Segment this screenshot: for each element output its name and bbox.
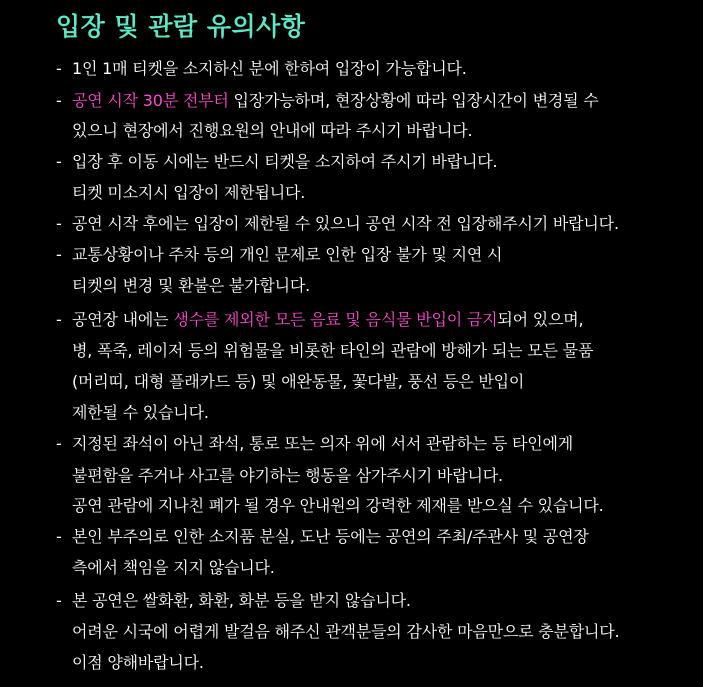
notice-item (56, 58, 467, 80)
notice-item (56, 433, 573, 455)
notice-text: 병, 폭죽, 레이저 등의 위험물을 비롯한 타인의 관람에 방해가 되는 모든 물품 (72, 341, 594, 360)
bullet-dash: - (56, 91, 62, 110)
notice-text: 입장가능하며, 현장상황에 따라 입장시간이 변경될 수 (228, 91, 599, 110)
notice-item-continuation (72, 557, 275, 579)
notice-text: 티켓의 변경 및 환불은 불가합니다. (72, 276, 311, 295)
bullet-dash: - (56, 245, 62, 264)
bullet-dash: - (56, 591, 62, 610)
notice-text: 본 공연은 쌀화환, 화환, 화분 등을 받지 않습니다. (72, 591, 411, 610)
highlighted-text: 공연 시작 30분 전부터 (72, 91, 229, 110)
notice-item (56, 90, 599, 112)
notice-item-continuation (72, 621, 619, 643)
bullet-dash: - (56, 214, 62, 233)
highlighted-text: 생수를 제외한 모든 음료 및 음식물 반입이 금지 (173, 310, 498, 329)
notice-text: 공연 시작 후에는 입장이 제한될 수 있으니 공연 시작 전 입장해주시기 바랍니다. (72, 214, 619, 233)
bullet-dash: - (56, 310, 62, 329)
notice-item (56, 590, 411, 612)
notice-text: 본인 부주의로 인한 소지품 분실, 도난 등에는 공연의 주최/주관사 및 공연장 (72, 527, 589, 546)
notice-text: 되어 있으며, (497, 310, 584, 329)
notice-text: 측에서 책임을 지지 않습니다. (72, 558, 275, 577)
notice-item (56, 151, 497, 173)
notice-item-continuation (72, 402, 209, 424)
notice-text: 이점 양해바랍니다. (72, 653, 204, 672)
notice-item-continuation (72, 495, 604, 517)
notice-text: 지정된 좌석이 아닌 좌석, 통로 또는 의자 위에 서서 관람하는 등 타인에게 (72, 434, 574, 453)
notice-text: (머리띠, 대형 플래카드 등) 및 애완동물, 꽃다발, 풍선 등은 반입이 (72, 372, 525, 391)
notice-item-continuation (72, 371, 524, 393)
bullet-dash: - (56, 527, 62, 546)
notice-item (56, 526, 589, 548)
notice-item-continuation (72, 465, 503, 487)
notice-item (56, 309, 583, 331)
notice-text: 공연 관람에 지나친 폐가 될 경우 안내원의 강력한 제재를 받으실 수 있습니다. (72, 496, 604, 515)
notice-item-continuation (72, 120, 472, 142)
notice-text: 입장 후 이동 시에는 반드시 티켓을 소지하여 주시기 바랍니다. (72, 152, 498, 171)
bullet-dash: - (56, 59, 62, 78)
notice-item-continuation (72, 275, 310, 297)
notice-item (56, 213, 619, 235)
notice-text: 제한될 수 있습니다. (72, 403, 209, 422)
notice-item-continuation (72, 340, 593, 362)
notice-item-continuation (72, 652, 204, 674)
notice-text: 있으니 현장에서 진행요원의 안내에 따라 주시기 바랍니다. (72, 121, 473, 140)
bullet-dash: - (56, 152, 62, 171)
notice-text: 어려운 시국에 어렵게 발걸음 해주신 관객분들의 감사한 마음만으로 충분합니다. (72, 622, 620, 641)
notice-text: 교통상황이나 주차 등의 개인 문제로 인한 입장 불가 및 지연 시 (72, 245, 503, 264)
notice-item (56, 244, 502, 266)
notice-text: 티켓 미소지시 입장이 제한됩니다. (72, 183, 306, 202)
notice-text: 공연장 내에는 (72, 310, 174, 329)
notice-text: 1인 1매 티켓을 소지하신 분에 한하여 입장이 가능합니다. (72, 59, 467, 78)
notice-item-continuation (72, 182, 305, 204)
notice-title: 입장 및 관람 유의사항 (56, 12, 306, 41)
bullet-dash: - (56, 434, 62, 453)
notice-text: 불편함을 주거나 사고를 야기하는 행동을 삼가주시기 바랍니다. (72, 466, 503, 485)
